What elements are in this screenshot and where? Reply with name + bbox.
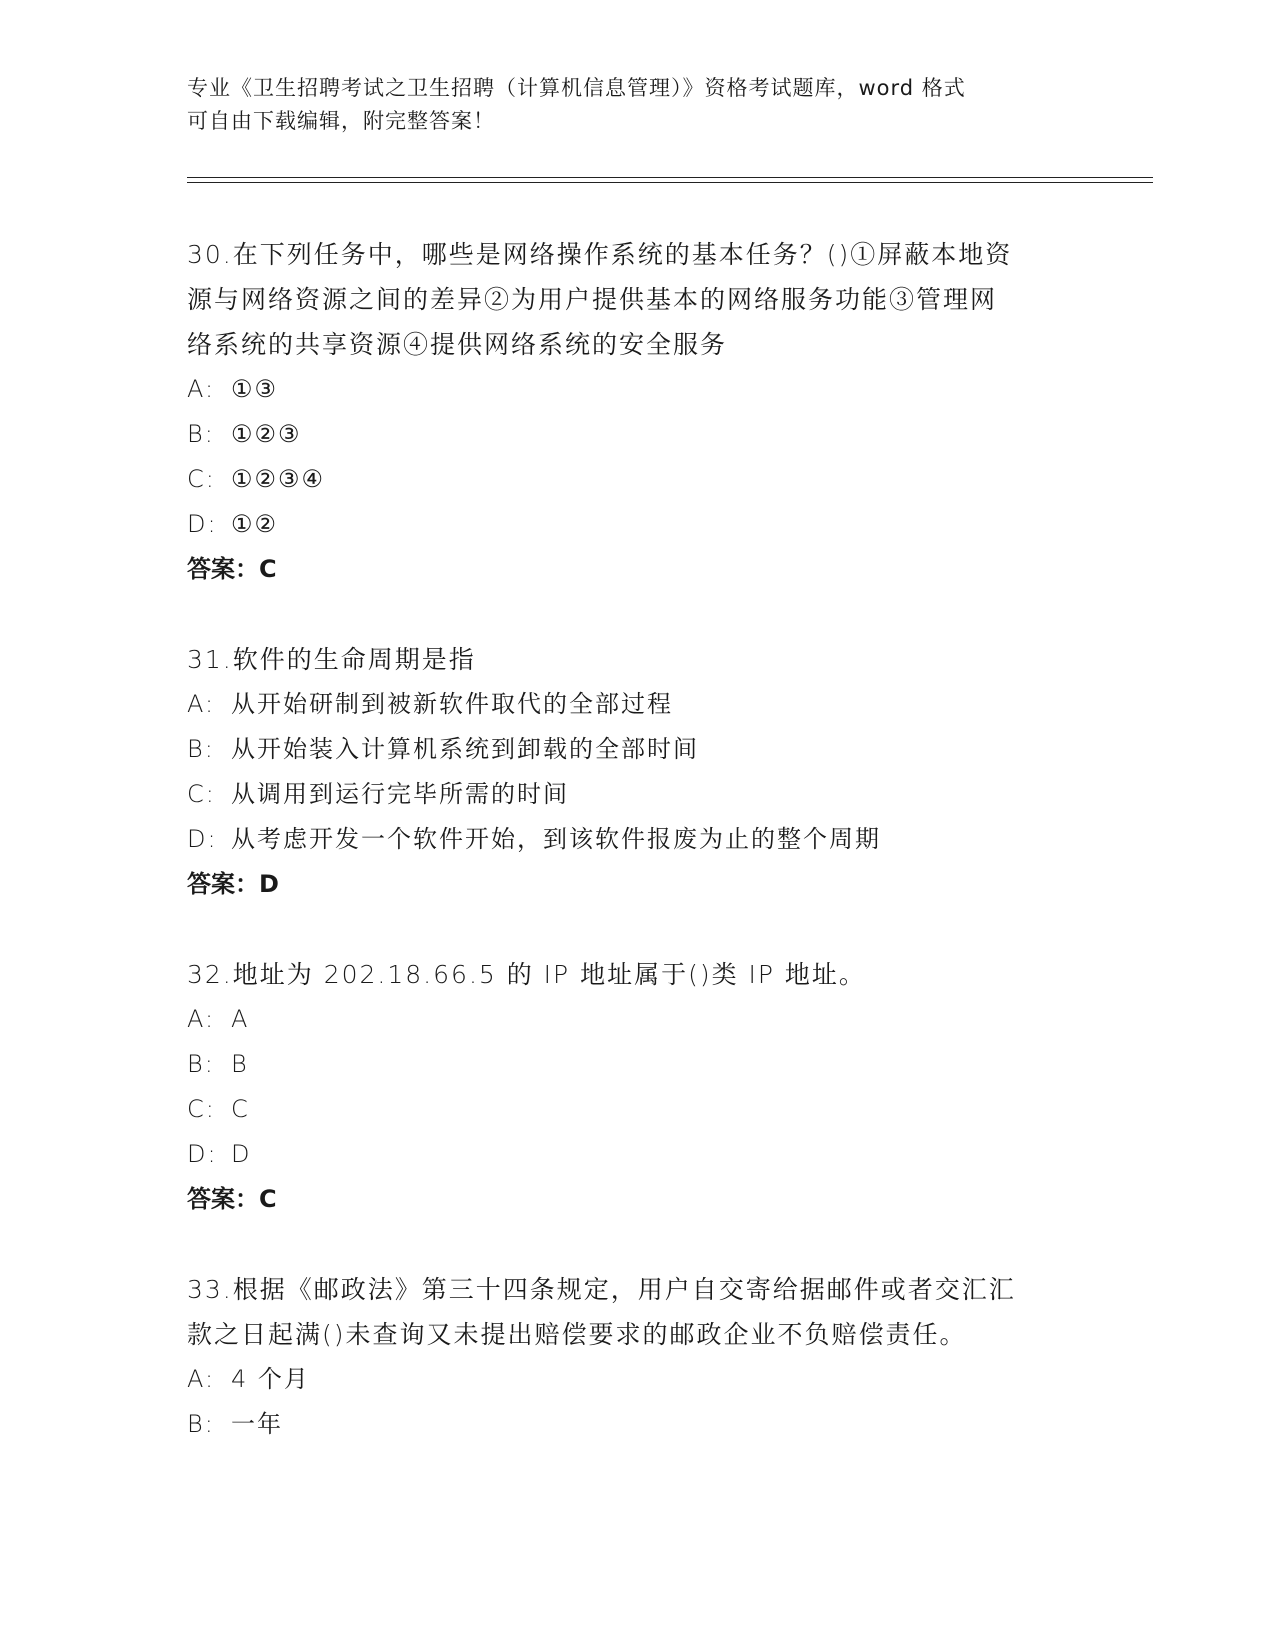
option-text: ①②③ bbox=[231, 420, 302, 448]
answer-value: C bbox=[259, 555, 277, 583]
option-b bbox=[187, 727, 1087, 772]
option-key: B: bbox=[187, 1050, 215, 1078]
question-text-line: 33.根据《邮政法》第三十四条规定，用户自交寄给据邮件或者交汇汇 bbox=[187, 1275, 1016, 1304]
question-30 bbox=[187, 232, 1087, 592]
option-key: A: bbox=[187, 1365, 216, 1393]
option-text: C bbox=[231, 1095, 250, 1123]
answer-label: 答案： bbox=[187, 555, 259, 583]
option-key: A: bbox=[187, 1005, 216, 1033]
question-spacer bbox=[187, 907, 1087, 952]
option-key: A: bbox=[187, 375, 216, 403]
option-key: B: bbox=[187, 420, 215, 448]
option-key: B: bbox=[187, 735, 215, 763]
question-text-line: 络系统的共享资源④提供网络系统的安全服务 bbox=[187, 330, 728, 359]
option-key: D: bbox=[187, 1140, 218, 1168]
header-line-1: 专业《卫生招聘考试之卫生招聘（计算机信息管理）》资格考试题库，word 格式 bbox=[187, 76, 966, 100]
option-text: ①②③④ bbox=[231, 465, 326, 493]
question-text-line: 源与网络资源之间的差异②为用户提供基本的网络服务功能③管理网 bbox=[187, 285, 998, 314]
option-key: B: bbox=[187, 1410, 215, 1438]
option-b bbox=[187, 1402, 1087, 1447]
option-c bbox=[187, 457, 1087, 502]
option-a bbox=[187, 997, 1087, 1042]
question-text-line: 款之日起满()未查询又未提出赔偿要求的邮政企业不负赔偿责任。 bbox=[187, 1320, 967, 1349]
option-a bbox=[187, 1357, 1087, 1402]
question-31 bbox=[187, 637, 1087, 907]
option-c bbox=[187, 772, 1087, 817]
answer-value: C bbox=[259, 1185, 277, 1213]
option-key: C: bbox=[187, 780, 216, 808]
question-text-line: 32.地址为 202.18.66.5 的 IP 地址属于()类 IP 地址。 bbox=[187, 960, 866, 989]
answer-label: 答案： bbox=[187, 1185, 259, 1213]
question-text-line: 30.在下列任务中，哪些是网络操作系统的基本任务？()①屏蔽本地资 bbox=[187, 240, 1013, 269]
option-text: 一年 bbox=[231, 1410, 283, 1438]
question-spacer bbox=[187, 1222, 1087, 1267]
header-line-2: 可自由下载编辑，附完整答案！ bbox=[187, 109, 495, 133]
option-a bbox=[187, 367, 1087, 412]
answer-label: 答案： bbox=[187, 870, 259, 898]
option-text: B bbox=[231, 1050, 249, 1078]
question-text-line: 31.软件的生命周期是指 bbox=[187, 645, 476, 674]
option-key: A: bbox=[187, 690, 216, 718]
answer-value: D bbox=[259, 870, 279, 898]
option-text: 从开始研制到被新软件取代的全部过程 bbox=[231, 690, 673, 718]
option-key: D: bbox=[187, 510, 218, 538]
option-b bbox=[187, 412, 1087, 457]
option-d bbox=[187, 502, 1087, 547]
option-text: ①③ bbox=[231, 375, 279, 403]
option-text: ①② bbox=[231, 510, 279, 538]
header-divider-top bbox=[187, 177, 1153, 178]
option-a bbox=[187, 682, 1087, 727]
option-text: D bbox=[231, 1140, 252, 1168]
option-text: 4 个月 bbox=[231, 1365, 310, 1393]
option-key: D: bbox=[187, 825, 218, 853]
option-text: 从考虑开发一个软件开始，到该软件报废为止的整个周期 bbox=[231, 825, 881, 853]
option-d bbox=[187, 817, 1087, 862]
option-b bbox=[187, 1042, 1087, 1087]
question-list bbox=[187, 232, 1087, 1447]
question-spacer bbox=[187, 592, 1087, 637]
question-32 bbox=[187, 952, 1087, 1222]
option-text: A bbox=[231, 1005, 250, 1033]
option-text: 从开始装入计算机系统到卸载的全部时间 bbox=[231, 735, 699, 763]
question-33 bbox=[187, 1267, 1087, 1447]
header-divider-bottom bbox=[187, 182, 1153, 183]
option-key: C: bbox=[187, 465, 216, 493]
option-key: C: bbox=[187, 1095, 216, 1123]
option-c bbox=[187, 1087, 1087, 1132]
option-d bbox=[187, 1132, 1087, 1177]
answer-line bbox=[187, 862, 1087, 907]
document-header bbox=[187, 72, 1087, 138]
answer-line bbox=[187, 547, 1087, 592]
option-text: 从调用到运行完毕所需的时间 bbox=[231, 780, 569, 808]
answer-line bbox=[187, 1177, 1087, 1222]
